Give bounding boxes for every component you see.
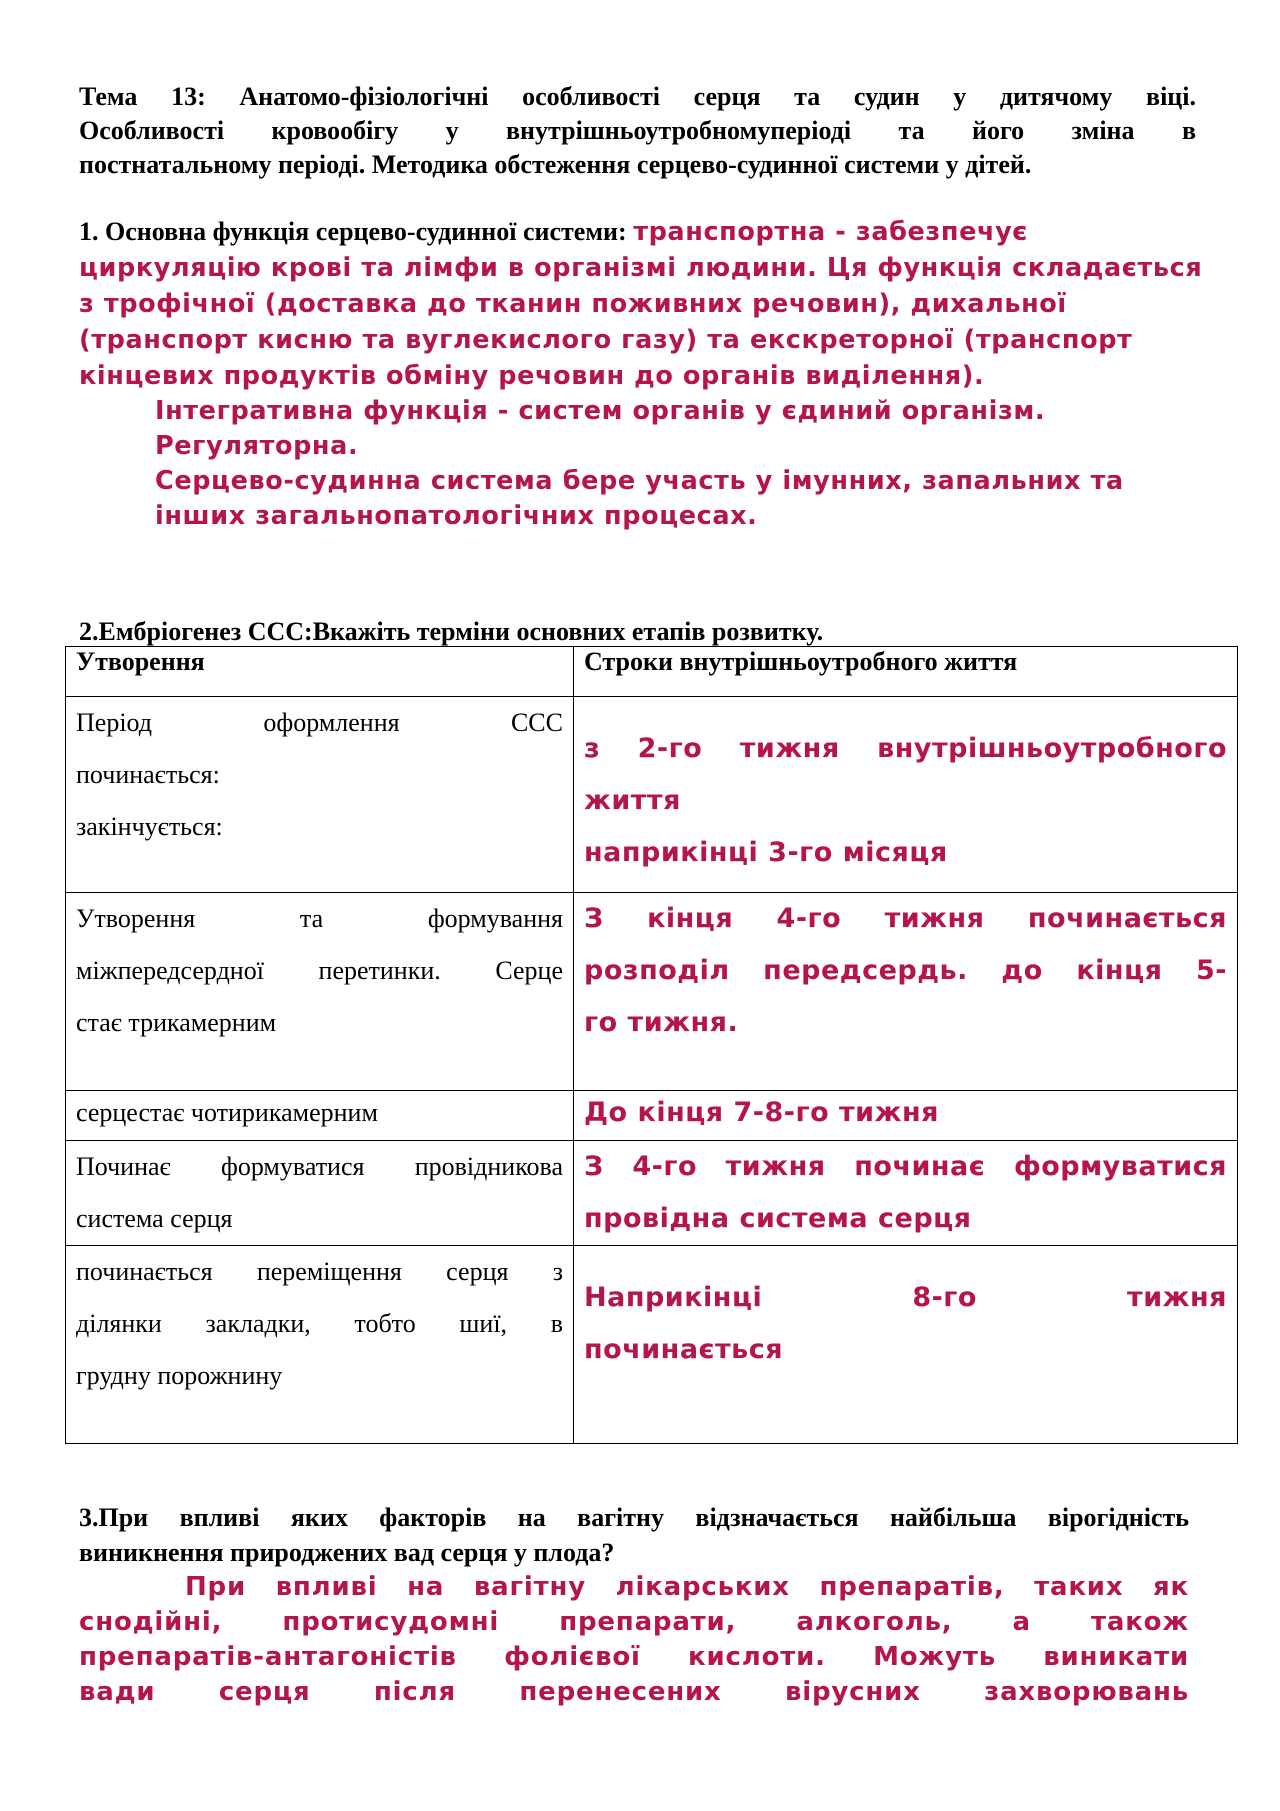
table-row: [66, 1246, 1238, 1444]
question-2-label: 2.Ембріогенез ССС:Вкажіть терміни основних етапів розвитку.: [79, 617, 824, 646]
answer-line: вади серця після перенесених вірусних захворювань: [79, 1677, 1189, 1707]
cell-line: розподіл передсердь. до кінця 5-: [584, 955, 1227, 986]
cell-line: Наприкінці 8-го тижня: [584, 1282, 1227, 1313]
cell-line: починається: [584, 1334, 784, 1365]
cell-line: стає трикамерним: [76, 1008, 277, 1037]
title-line-1: Тема 13: Анатомо-фізіологічні особливості серця та судин у дитячому віці.: [79, 82, 1196, 111]
cell-line: починається:: [76, 760, 220, 789]
cell-line: провідна система серця: [584, 1203, 972, 1234]
table-row: [66, 1141, 1238, 1246]
cell-line: життя: [584, 785, 681, 816]
label-line: 3.При впливі яких факторів на вагітну відзначається найбільша вірогідність: [79, 1503, 1189, 1532]
table-header-row: [66, 647, 1238, 697]
cell-line: З 4-го тижня починає формуватися: [584, 1151, 1227, 1182]
cell-line: З кінця 4-го тижня починається: [584, 903, 1227, 934]
column-header-terms: Строки внутрішньоутробного життя: [574, 647, 1238, 697]
answer-1-paragraph-2: Інтегративна функція - систем органів у єдиний організм. Регуляторна.: [155, 396, 1046, 461]
label-line: виникнення природжених вад серця у плода?: [79, 1538, 615, 1567]
table-cell-term: [574, 1091, 1238, 1141]
table-cell-stage: [66, 893, 574, 1091]
cell-line: го тижня.: [584, 1007, 739, 1038]
question-3-label: [79, 1500, 1189, 1570]
cell-line: До кінця 7-8-го тижня: [584, 1097, 939, 1128]
table-row: [66, 697, 1238, 893]
cell-line: Утворення та формування: [76, 904, 563, 933]
cell-line: починається переміщення серця з: [76, 1257, 563, 1286]
table-cell-term: [574, 1141, 1238, 1246]
answer-1-paragraph-3: Серцево-судинна система бере участь у імунних, запальних та інших загальнопатологічних процесах.: [155, 466, 1124, 531]
question-1: [79, 214, 1209, 534]
table-cell-stage: [66, 1141, 574, 1246]
column-header-formation: Утворення: [66, 647, 574, 697]
cell-line: міжпередсердної перетинки. Серце: [76, 956, 563, 985]
table-row: [66, 893, 1238, 1091]
table-cell-stage: [66, 697, 574, 893]
cell-line: наприкінці 3-го місяця: [584, 837, 948, 868]
answer-1-paragraph-1: транспортна - забезпечує циркуляцію крові та лімфи в організмі людини. Ця функція складається з трофічної (доставка до тканин поживних речовин), дихальної (транспорт кисню та вуглекислого газу) та екскреторної (транспорт кінцевих продуктів обміну речовин до органів виділення).: [79, 217, 1203, 391]
embryogenesis-table: [65, 646, 1238, 1444]
table-row: [66, 1091, 1238, 1141]
table-cell-term: [574, 893, 1238, 1091]
answer-line: снодійні, протисудомні препарати, алкоголь, а також: [79, 1607, 1189, 1637]
answer-3: [79, 1570, 1189, 1710]
table-cell-term: [574, 697, 1238, 893]
topic-title: [79, 80, 1196, 182]
answer-line: препаратів-антагоністів фолієвої кислоти. Можуть виникати: [79, 1642, 1189, 1672]
answer-line: При впливі на вагітну лікарських препаратів, таких як: [185, 1572, 1189, 1602]
title-line-3: постнатальному періоді. Методика обстеження серцево-судинної системи у дітей.: [79, 150, 1032, 179]
cell-line: Період оформлення ССС: [76, 708, 563, 737]
cell-line: закінчується:: [76, 812, 223, 841]
title-line-2: Особливості кровообігу у внутрішньоутробномуперіоді та його зміна в: [79, 116, 1196, 145]
cell-line: серцестає чотирикамерним: [76, 1098, 378, 1127]
question-1-label: 1. Основна функція серцево-судинної системи:: [79, 217, 634, 246]
table-cell-stage: [66, 1246, 574, 1444]
cell-line: Починає формуватися провідникова: [76, 1152, 563, 1181]
cell-line: з 2-го тижня внутрішньоутробного: [584, 733, 1227, 764]
question-3: [79, 1500, 1189, 1710]
table-cell-stage: [66, 1091, 574, 1141]
cell-line: грудну порожнину: [76, 1361, 283, 1390]
cell-line: ділянки закладки, тобто шиї, в: [76, 1309, 563, 1338]
table-cell-term: [574, 1246, 1238, 1444]
cell-line: система серця: [76, 1204, 233, 1233]
